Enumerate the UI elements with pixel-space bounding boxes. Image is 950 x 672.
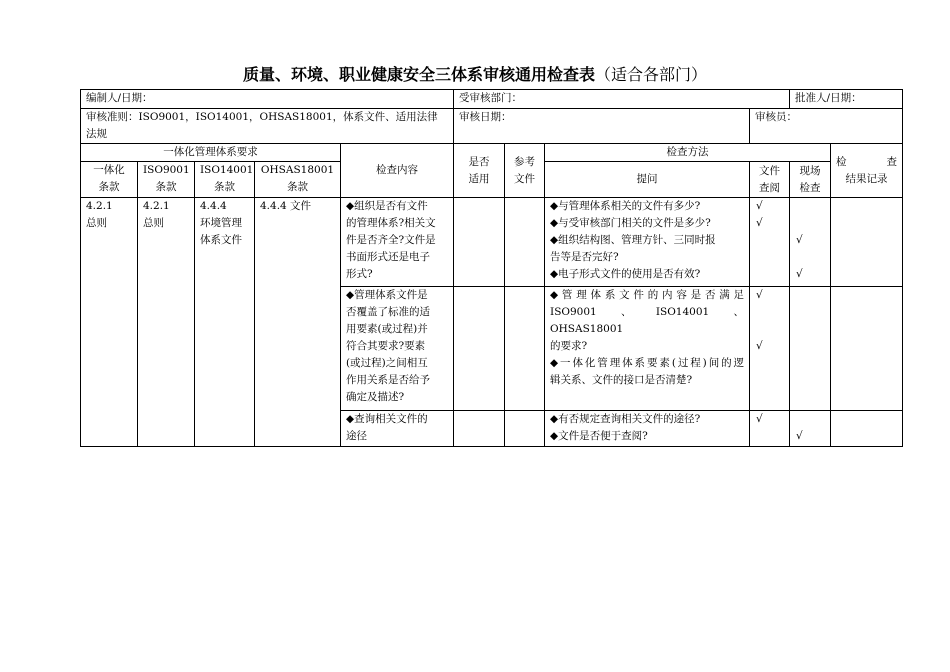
check-content-cell: ◆管理体系文件是 否覆盖了标准的适 用要素(或过程)并 符合其要求?要素 (或过程)之间相互 作用关系是否给予 确定及描述? xyxy=(341,287,454,411)
iso14001-clause-header: ISO14001 条款 xyxy=(195,162,255,198)
iso9001-clause-header: ISO9001 条款 xyxy=(138,162,195,198)
check-method-header: 检查方法 xyxy=(545,144,831,162)
question-cell: ◆有否规定查询相关文件的途径? ◆文件是否便于查阅? xyxy=(545,411,750,447)
audited-dept-field[interactable]: 受审核部门： xyxy=(454,90,790,109)
reference-doc-cell[interactable] xyxy=(505,198,545,287)
check-content-cell: ◆查询相关文件的 途径 xyxy=(341,411,454,447)
checkmark-icon: √ xyxy=(796,234,803,246)
question-cell: ◆管理体系文件的内容是否满足 ISO9001、ISO14001、OHSAS18001 的要求? ◆一体化管理体系要素(过程)间的逻 辑关系、文件的接口是否清楚? xyxy=(545,287,750,411)
reference-doc-header: 参考 文件 xyxy=(505,144,545,198)
result-cell[interactable] xyxy=(831,198,903,287)
checklist-table xyxy=(80,89,903,447)
criteria-field: 审核准则：ISO9001，ISO14001，OHSAS18001，体系文件、适用法律法规 xyxy=(81,109,454,144)
result-header: 检 查 结果记录 xyxy=(831,144,903,198)
checkmark-icon: √ xyxy=(756,413,763,425)
approver-field[interactable]: 批准人/日期： xyxy=(790,90,903,109)
title-main: 质量、环境、职业健康安全三体系审核通用检查表 xyxy=(242,65,595,84)
checkmark-icon: √ xyxy=(756,289,763,301)
checkmark-icon: √ xyxy=(756,217,763,229)
iso14001-clause-cell: 4.4.4 环境管理 体系文件 xyxy=(195,198,255,447)
table-row xyxy=(81,198,903,287)
iso9001-clause-cell: 4.2.1 总则 xyxy=(138,198,195,447)
applicable-cell[interactable] xyxy=(454,411,505,447)
site-check-header: 现场 检查 xyxy=(790,162,831,198)
checkmark-icon: √ xyxy=(796,430,803,442)
question-cell: ◆与管理体系相关的文件有多少? ◆与受审核部门相关的文件是多少? ◆组织结构图、管理方针、三同时报 告等是否完好? ◆电子形式文件的使用是否有效? xyxy=(545,198,750,287)
requirements-group-header: 一体化管理体系要求 xyxy=(81,144,341,162)
doc-review-cell[interactable] xyxy=(750,287,790,411)
result-cell[interactable] xyxy=(831,411,903,447)
header-row-2 xyxy=(81,109,903,144)
doc-review-header: 文件 查阅 xyxy=(750,162,790,198)
column-header-row-1 xyxy=(81,144,903,162)
checkmark-icon: √ xyxy=(796,268,803,280)
site-check-cell[interactable] xyxy=(790,198,831,287)
checkmark-icon: √ xyxy=(756,200,763,212)
check-content-cell: ◆组织是否有文件 的管理体系?相关文 件是否齐全?文件是 书面形式还是电子 形式? xyxy=(341,198,454,287)
applicable-header: 是否 适用 xyxy=(454,144,505,198)
audit-date-field[interactable]: 审核日期： xyxy=(454,109,750,144)
reference-doc-cell[interactable] xyxy=(505,411,545,447)
applicable-cell[interactable] xyxy=(454,287,505,411)
doc-review-cell[interactable] xyxy=(750,198,790,287)
site-check-cell[interactable] xyxy=(790,287,831,411)
integrated-clause-cell: 4.2.1 总则 xyxy=(81,198,138,447)
integrated-clause-header: 一体化 条款 xyxy=(81,162,138,198)
reference-doc-cell[interactable] xyxy=(505,287,545,411)
result-cell[interactable] xyxy=(831,287,903,411)
header-row-1 xyxy=(81,90,903,109)
auditor-field[interactable]: 审核员： xyxy=(750,109,903,144)
document-title xyxy=(0,62,950,85)
site-check-cell[interactable] xyxy=(790,411,831,447)
applicable-cell[interactable] xyxy=(454,198,505,287)
checkmark-icon: √ xyxy=(756,340,763,352)
check-content-header: 检查内容 xyxy=(341,144,454,198)
ohsas-clause-header: OHSAS18001 条款 xyxy=(255,162,341,198)
title-sub: （适合各部门） xyxy=(595,65,708,84)
doc-review-cell[interactable] xyxy=(750,411,790,447)
question-header: 提问 xyxy=(545,162,750,198)
ohsas-clause-cell: 4.4.4 文件 xyxy=(255,198,341,447)
compiler-field[interactable]: 编制人/日期： xyxy=(81,90,454,109)
